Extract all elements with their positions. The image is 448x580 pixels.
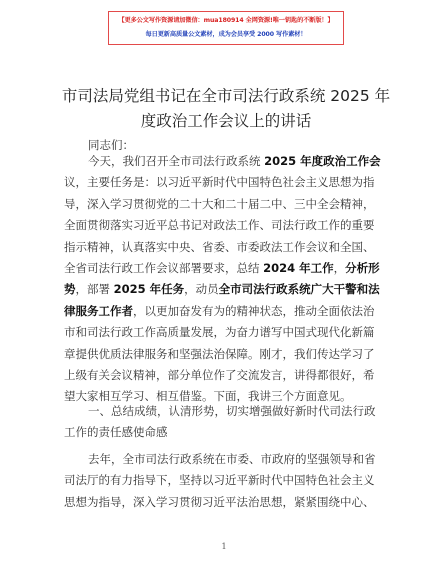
text-span: ，部署 [75,282,114,297]
bold-span: 势 [64,282,76,297]
text-line: 望大家相互学习、相互借鉴。下面，我讲三个方面意见。 [64,389,352,404]
text-line [64,279,394,300]
bold-span: 律服务工作者 [64,303,133,318]
text-span: ，以更加奋发有为的精神状态，推动全面依法治 [133,303,375,318]
title-line-1: 市司法局党组书记在全市司法行政系统 2025 年 [61,87,391,105]
text-span: 今天，我们召开全市司法行政系统 [88,154,265,168]
bold-span: 全市司法行政系统广大干警和法 [218,282,380,297]
text-line: 一、总结成绩，认清形势，切实增强做好新时代司法行政 [88,404,376,418]
bold-span: 分析形 [345,260,380,275]
bold-span: 2024 年工作 [263,260,334,275]
page-number: 1 [221,542,227,551]
text-line: 议，主要任务是：以习近平新时代中国特色社会主义思想为指 [64,175,375,190]
text-line [64,301,394,322]
text-line: 思想为指导，深入学习贯彻习近平法治思想，紧紧围绕中心、 [64,494,375,509]
text-line: 市和司法行政工作高质量发展，为奋力谱写中国式现代化新篇 [64,325,375,340]
text-line [64,151,394,172]
section-heading-1 [64,401,394,444]
document-title [40,84,412,134]
salutation: 同志们： [88,138,134,152]
promo-banner-line2: 每日更新高质量公文素材，成为会员享受 2000 写作素材！ [145,31,307,38]
paragraph-review [64,449,394,513]
text-line: 全面贯彻落实习近平总书记对政法工作、司法行政工作的重要 [64,218,375,233]
text-span: 全省司法行政工作会议部署要求，总结 [64,260,264,275]
text-line: 指示精神，认真落实中央、省委、市委政法工作会议和全国、 [64,239,375,254]
text-line: 工作的责任感使命感 [64,425,168,440]
bold-span: 2025 年度政治工作会 [264,154,381,168]
text-line: 去年，全市司法行政系统在市委、市政府的坚强领导和省 [88,452,376,466]
text-line [64,258,394,279]
text-span: ， [333,260,346,275]
promo-banner [108,11,344,45]
text-line: 上级有关会议精神，部分单位作了交流发言，讲得都很好，希 [64,367,375,382]
promo-banner-line1: 【更多公文写作资源请加微信：mua180914 全网资源!唯一钥匙的不断版！】 [118,17,334,24]
title-line-2: 度政治工作会议上的讲话 [140,112,312,130]
text-span: ，动员 [184,282,219,297]
paragraph-intro [64,151,394,408]
text-line: 章提供优质法律服务和坚强法治保障。刚才，我们传达学习了 [64,346,375,361]
text-line: 司法厅的有力指导下，坚持以习近平新时代中国特色社会主义 [64,473,375,488]
text-line: 导，深入学习贯彻党的二十大和二十届二中、三中全会精神， [64,196,375,211]
bold-span: 2025 年任务 [113,282,185,297]
